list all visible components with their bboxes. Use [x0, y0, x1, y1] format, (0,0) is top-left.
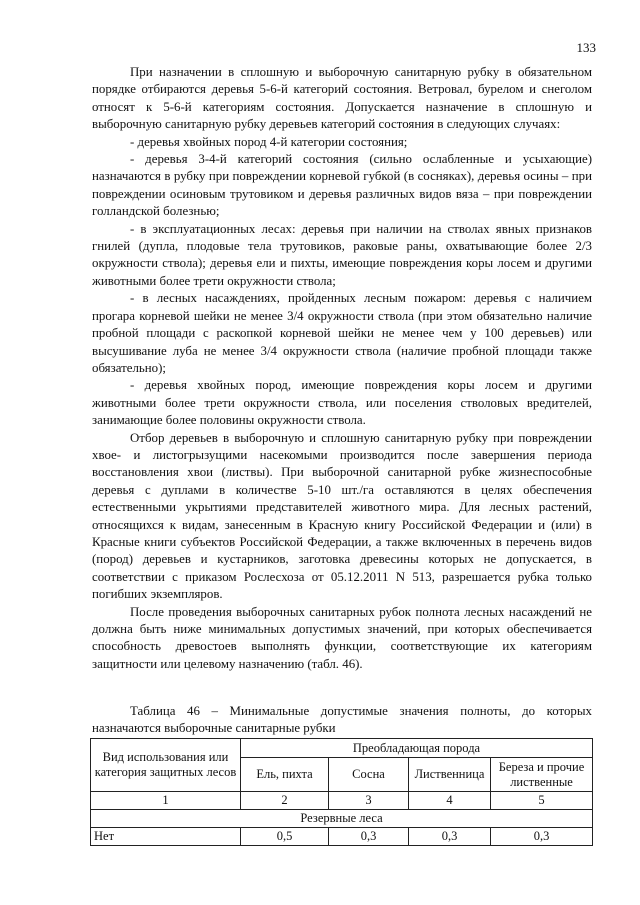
header-dominant-species: Преобладающая порода	[241, 739, 593, 758]
column-number: 5	[491, 792, 593, 810]
header-spruce-fir: Ель, пихта	[241, 758, 329, 792]
page-number: 133	[576, 40, 596, 55]
table-cell: 0,5	[241, 828, 329, 846]
paragraph: При назначении в сплошную и выборочную санитарную рубку в обязательном порядке отбираются деревья 5-6-й категорий состояния. Ветровал, бурелом и снеголом относят к 5-6-й категориям состояния. Допускается назначение в сплошную и выборочную санитарную рубку деревьев категорий состояния в следующих случаях:	[92, 65, 592, 132]
table-caption-text: Таблица 46 – Минимальные допустимые значения полноты, до которых назначаются выборочные санитарные рубки	[92, 704, 592, 735]
table-cell: 0,3	[409, 828, 491, 846]
row-label: Нет	[91, 828, 241, 846]
paragraph: - в лесных насаждениях, пройденных лесным пожаром: деревья с наличием прогара корневой шейки не менее 3/4 окружности ствола (при этом обязательно наличие пробной площади с раскопкой корневой шейки не менее чем у 100 деревьев) или высушивание луба не менее 3/4 окружности ствола (наличие пробной площади также обязательно);	[92, 291, 592, 375]
column-number: 2	[241, 792, 329, 810]
column-number: 3	[329, 792, 409, 810]
paragraph: После проведения выборочных санитарных рубок полнота лесных насаждений не должна быть ниже минимальных допустимых значений, при которых обеспечивается способность древостоев выполнять функции, соответствующие их категориям защитности или целевому назначению (табл. 46).	[92, 604, 592, 671]
paragraph: - деревья хвойных пород 4-й категории состояния;	[130, 134, 408, 149]
paragraph: - в эксплуатационных лесах: деревья при наличии на стволах явных признаков гнилей (дупла, плодовые тела трутовиков, раковые раны, охватывающие более 2/3 окружности ствола); деревья ели и пихты, имеющие повреждения коры лосем и другими животными более трети окружности ствола;	[92, 221, 592, 288]
section-reserve-forests: Резервные леса	[91, 810, 593, 828]
table-cell: 0,3	[329, 828, 409, 846]
paragraph: - деревья хвойных пород, имеющие повреждения коры лосем и другими животными более трети окружности ствола, или поселения стволовых вредителей, занимающие более половины окружности ствола.	[92, 378, 592, 428]
paragraph: - деревья 3-4-й категорий состояния (сильно ослабленные и усыхающие) назначаются в рубку при повреждении корневой губкой (в сосняках), деревья осины – при повреждении осиновым трутовиком и деревья различных видов вяза – при повреждении голландской болезнью;	[92, 152, 592, 219]
table-caption	[92, 703, 592, 737]
column-number: 4	[409, 792, 491, 810]
table-row	[91, 828, 593, 846]
column-number: 1	[91, 792, 241, 810]
paragraph: Отбор деревьев в выборочную и сплошную санитарную рубку при повреждении хвое- и листогрызущими насекомыми производится после завершения периода восстановления хвои (листвы). При выборочной санитарной рубке жизнеспособные деревья с дуплами в количестве 5-10 шт./га оставляются в целях обеспечения естественными укрытиями представителей животного мира. Для лесных растений, относящихся к видам, занесенным в Красную книгу Российской Федерации и (или) в Красные книги субъектов Российской Федерации, а также включенных в перечень видов (пород) деревьев и кустарников, заготовка древесины которых не допускается, в соответствии с приказом Рослесхоза от 05.12.2011 N 513, разрешается рубка только погибших экземпляров.	[92, 430, 592, 602]
header-pine: Сосна	[329, 758, 409, 792]
table-46	[90, 738, 593, 846]
header-birch-deciduous: Береза и прочие лиственные	[491, 758, 593, 792]
header-usage-category: Вид использования или категория защитных лесов	[91, 739, 241, 792]
header-larch: Лиственница	[409, 758, 491, 792]
table-cell: 0,3	[491, 828, 593, 846]
body-text	[92, 64, 592, 673]
